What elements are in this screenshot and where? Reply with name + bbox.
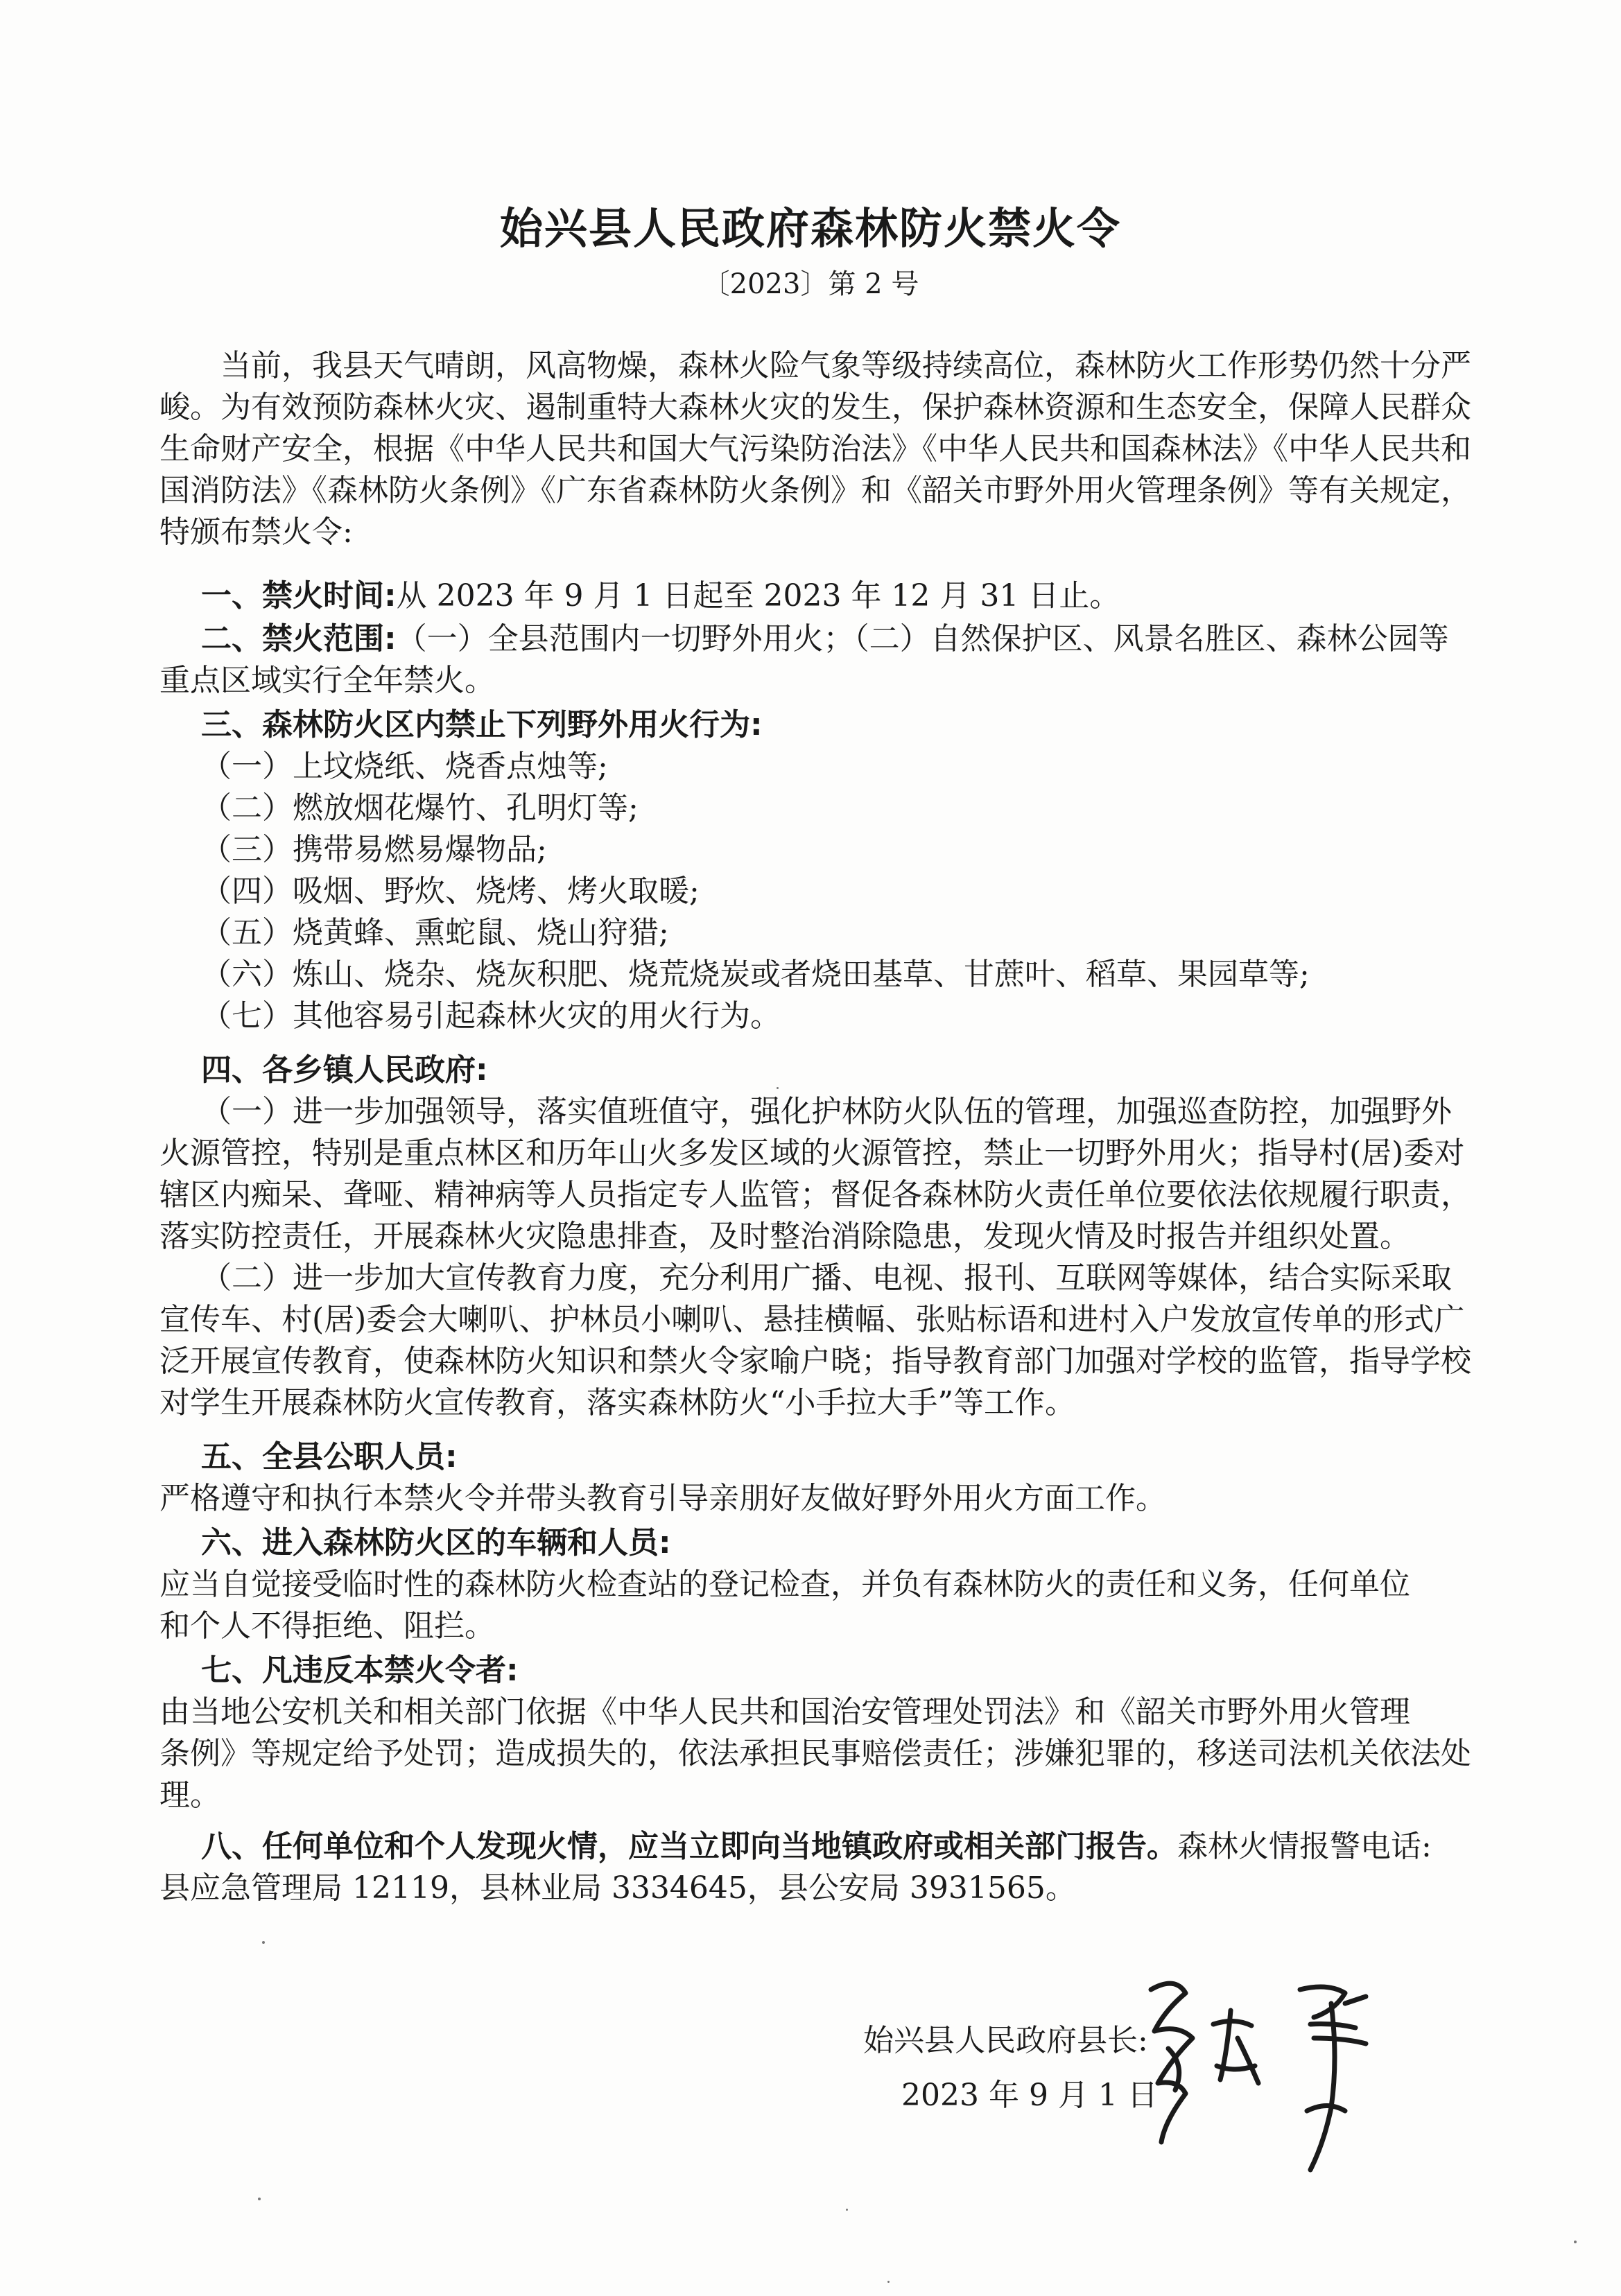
preamble-line: 生命财产安全，根据《中华人民共和国大气污染防治法》《中华人民共和国森林法》《中华人民共和 [159, 431, 1471, 467]
scan-speck [262, 1941, 265, 1944]
list-item: （五）烧黄蜂、熏蛇鼠、烧山狩猎; [201, 915, 669, 950]
document-title: 始兴县人民政府森林防火禁火令 [499, 203, 1121, 254]
section-5 [159, 1436, 1463, 1520]
preamble-line: 特颁布禁火令: [159, 514, 353, 550]
section-text: 应当自觉接受临时性的森林防火检查站的登记检查，并负有森林防火的责任和义务，任何单位 [159, 1567, 1410, 1602]
list-item: （二）燃放烟花爆竹、孔明灯等; [201, 790, 639, 826]
section-text: 严格遵守和执行本禁火令并带头教育引导亲朋好友做好野外用火方面工作。 [159, 1481, 1166, 1516]
section-text: 和个人不得拒绝、阻拦。 [159, 1608, 495, 1644]
section-3 [159, 704, 1463, 1037]
section-text: 森林火情报警电话: [1177, 1829, 1432, 1864]
list-item: （三）携带易燃易爆物品; [201, 832, 547, 867]
section-text: （一）全县范围内一切野外用火；（二）自然保护区、风景名胜区、森林公园等 [396, 621, 1449, 656]
signature-date: 2023 年 9 月 1 日 [901, 2078, 1158, 2113]
list-item: （七）其他容易引起森林火灾的用火行为。 [201, 998, 781, 1034]
section-7 [159, 1650, 1471, 1816]
section-heading: 八、任何单位和个人发现火情，应当立即向当地镇政府或相关部门报告。 [201, 1829, 1177, 1864]
section-1 [159, 575, 1463, 617]
preamble-line: 当前，我县天气晴朗，风高物燥，森林火险气象等级持续高位，森林防火工作形势仍然十分严 [220, 348, 1471, 383]
section-heading: 三、森林防火区内禁止下列野外用火行为: [201, 707, 763, 742]
paragraph-line: 落实防控责任，开展森林火灾隐患排查，及时整治消除隐患，发现火情及时报告并组织处置。 [159, 1219, 1410, 1254]
scan-speck [258, 2198, 261, 2200]
section-6 [159, 1522, 1463, 1647]
paragraph-line: 对学生开展森林防火宣传教育，落实森林防火“小手拉大手”等工作。 [159, 1385, 1075, 1420]
section-heading: 七、凡违反本禁火令者: [201, 1653, 519, 1688]
section-heading: 四、各乡镇人民政府: [201, 1052, 488, 1088]
paragraph-line: 泛开展宣传教育，使森林防火知识和禁火令家喻户晓；指导教育部门加强对学校的监管，指导学校 [159, 1343, 1471, 1379]
section-text: 县应急管理局 12119，县林业局 3334645，县公安局 3931565。 [159, 1870, 1076, 1906]
section-heading: 二、禁火范围: [201, 621, 397, 656]
preamble-line: 峻。为有效预防森林火灾、遏制重特大森林火灾的发生，保护森林资源和生态安全，保障人民群众 [159, 390, 1471, 425]
scan-speck [1574, 2241, 1577, 2243]
section-8 [159, 1826, 1463, 1909]
section-text: 重点区域实行全年禁火。 [159, 663, 495, 698]
paragraph-line: 火源管控，特别是重点林区和历年山火多发区域的火源管控，禁止一切野外用火；指导村(居)委对 [159, 1136, 1465, 1171]
section-4 [159, 1050, 1471, 1424]
section-heading: 五、全县公职人员: [201, 1439, 458, 1475]
list-item: （四）吸烟、野炊、烧烤、烤火取暖; [201, 873, 700, 909]
section-heading: 六、进入森林防火区的车辆和人员: [201, 1525, 671, 1560]
document-number: 〔2023〕第 2 号 [702, 268, 919, 300]
preamble [159, 345, 1471, 553]
signer-label: 始兴县人民政府县长: [863, 2023, 1148, 2058]
handwritten-signature [1137, 1962, 1401, 2191]
paragraph-line: 辖区内痴呆、聋哑、精神病等人员指定专人监管；督促各森林防火责任单位要依法依规履行职责， [159, 1177, 1471, 1212]
section-text: 条例》等规定给予处罚；造成损失的，依法承担民事赔偿责任；涉嫌犯罪的，移送司法机关依法处 [159, 1736, 1471, 1771]
list-item: （六）炼山、烧杂、烧灰积肥、烧荒烧炭或者烧田基草、甘蔗叶、稻草、果园草等; [201, 957, 1310, 992]
section-2 [159, 618, 1463, 702]
preamble-line: 国消防法》《森林防火条例》《广东省森林防火条例》和《韶关市野外用火管理条例》等有关规定， [159, 473, 1471, 508]
section-text: 从 2023 年 9 月 1 日起至 2023 年 12 月 31 日止。 [396, 578, 1120, 614]
section-text: 理。 [159, 1777, 220, 1813]
section-text: 由当地公安机关和相关部门依据《中华人民共和国治安管理处罚法》和《韶关市野外用火管理 [159, 1694, 1410, 1730]
paragraph-line: 宣传车、村(居)委会大喇叭、护林员小喇叭、悬挂横幅、张贴标语和进村入户发放宣传单的形式广 [159, 1302, 1465, 1337]
scan-speck [846, 2209, 848, 2211]
scan-speck [777, 1087, 779, 1089]
scan-speck [887, 2281, 890, 2283]
paragraph-line: （一）进一步加强领导，落实值班值守，强化护林防火队伍的管理，加强巡查防控，加强野外 [201, 1094, 1452, 1129]
section-heading: 一、禁火时间: [201, 578, 397, 614]
list-item: （一）上坟烧纸、烧香点烛等; [201, 749, 608, 784]
paragraph-line: （二）进一步加大宣传教育力度，充分利用广播、电视、报刊、互联网等媒体，结合实际采取 [201, 1260, 1452, 1296]
